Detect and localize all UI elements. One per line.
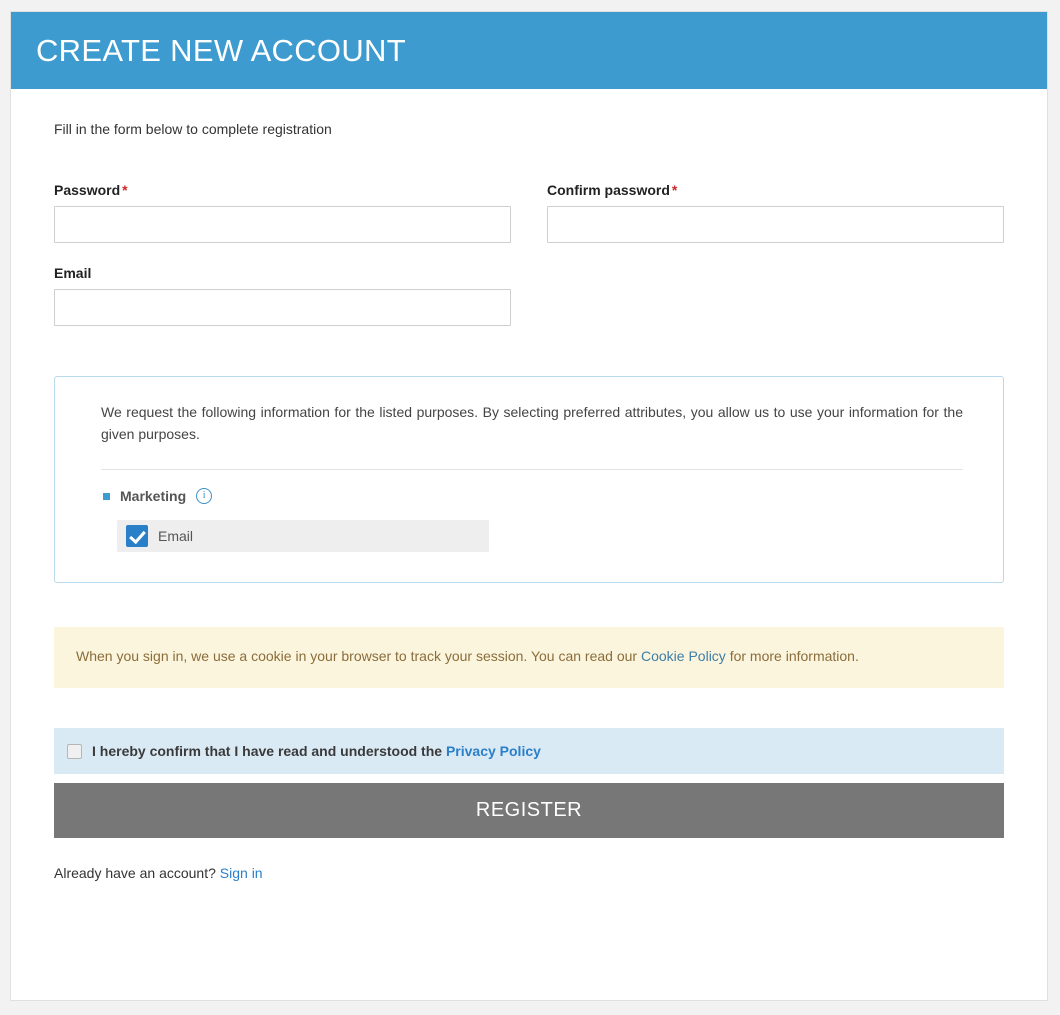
purpose-label: Marketing [120,488,187,504]
email-row-spacer [547,265,1004,326]
email-input[interactable] [54,289,511,326]
info-icon[interactable]: i [196,488,212,504]
confirm-password-input[interactable] [547,206,1004,243]
password-input[interactable] [54,206,511,243]
registration-card [10,11,1048,1001]
consent-panel [54,376,1004,583]
confirm-password-label [547,182,1004,198]
form-body [11,121,1047,921]
email-row [54,265,1004,326]
privacy-confirm-label [92,743,541,759]
password-label [54,182,511,198]
cookie-notice-text-after: for more information. [725,648,859,664]
page-header [11,12,1047,89]
attribute-email-label: Email [158,528,194,544]
attribute-email-checkbox[interactable] [126,525,148,547]
password-field-group [54,182,511,243]
password-label-text: Password [54,182,121,198]
privacy-policy-link[interactable]: Privacy Policy [445,743,541,759]
confirm-password-field-group [547,182,1004,243]
email-label: Email [54,265,92,281]
credentials-row [54,182,1004,243]
intro-text: Fill in the form below to complete registration [54,121,332,137]
bullet-icon [103,493,110,500]
attribute-row-email[interactable] [117,520,489,552]
consent-divider [101,469,963,470]
confirm-password-required-marker: * [671,182,678,198]
privacy-confirm-text: I hereby confirm that I have read and understood the [92,743,446,759]
sign-in-link[interactable]: Sign in [219,865,263,881]
cookie-notice [54,627,1004,688]
privacy-confirm-checkbox[interactable] [67,744,82,759]
signin-footer-text: Already have an account? [54,865,216,881]
confirm-password-label-text: Confirm password [547,182,670,198]
register-button[interactable]: REGISTER [54,783,1004,838]
purpose-marketing [103,488,963,504]
cookie-policy-link[interactable]: Cookie Policy [640,648,726,664]
cookie-notice-text-before: When you sign in, we use a cookie in your browser to track your session. You can read our [76,648,641,664]
consent-description: We request the following information for the listed purposes. By selecting preferred attributes, you allow us to use your information for the given purposes. [101,404,963,442]
page-title: CREATE NEW ACCOUNT [36,32,406,68]
privacy-confirm-bar[interactable] [54,728,1004,774]
password-required-marker: * [122,182,128,198]
signin-footer [54,865,1004,921]
email-field-group [54,265,511,326]
